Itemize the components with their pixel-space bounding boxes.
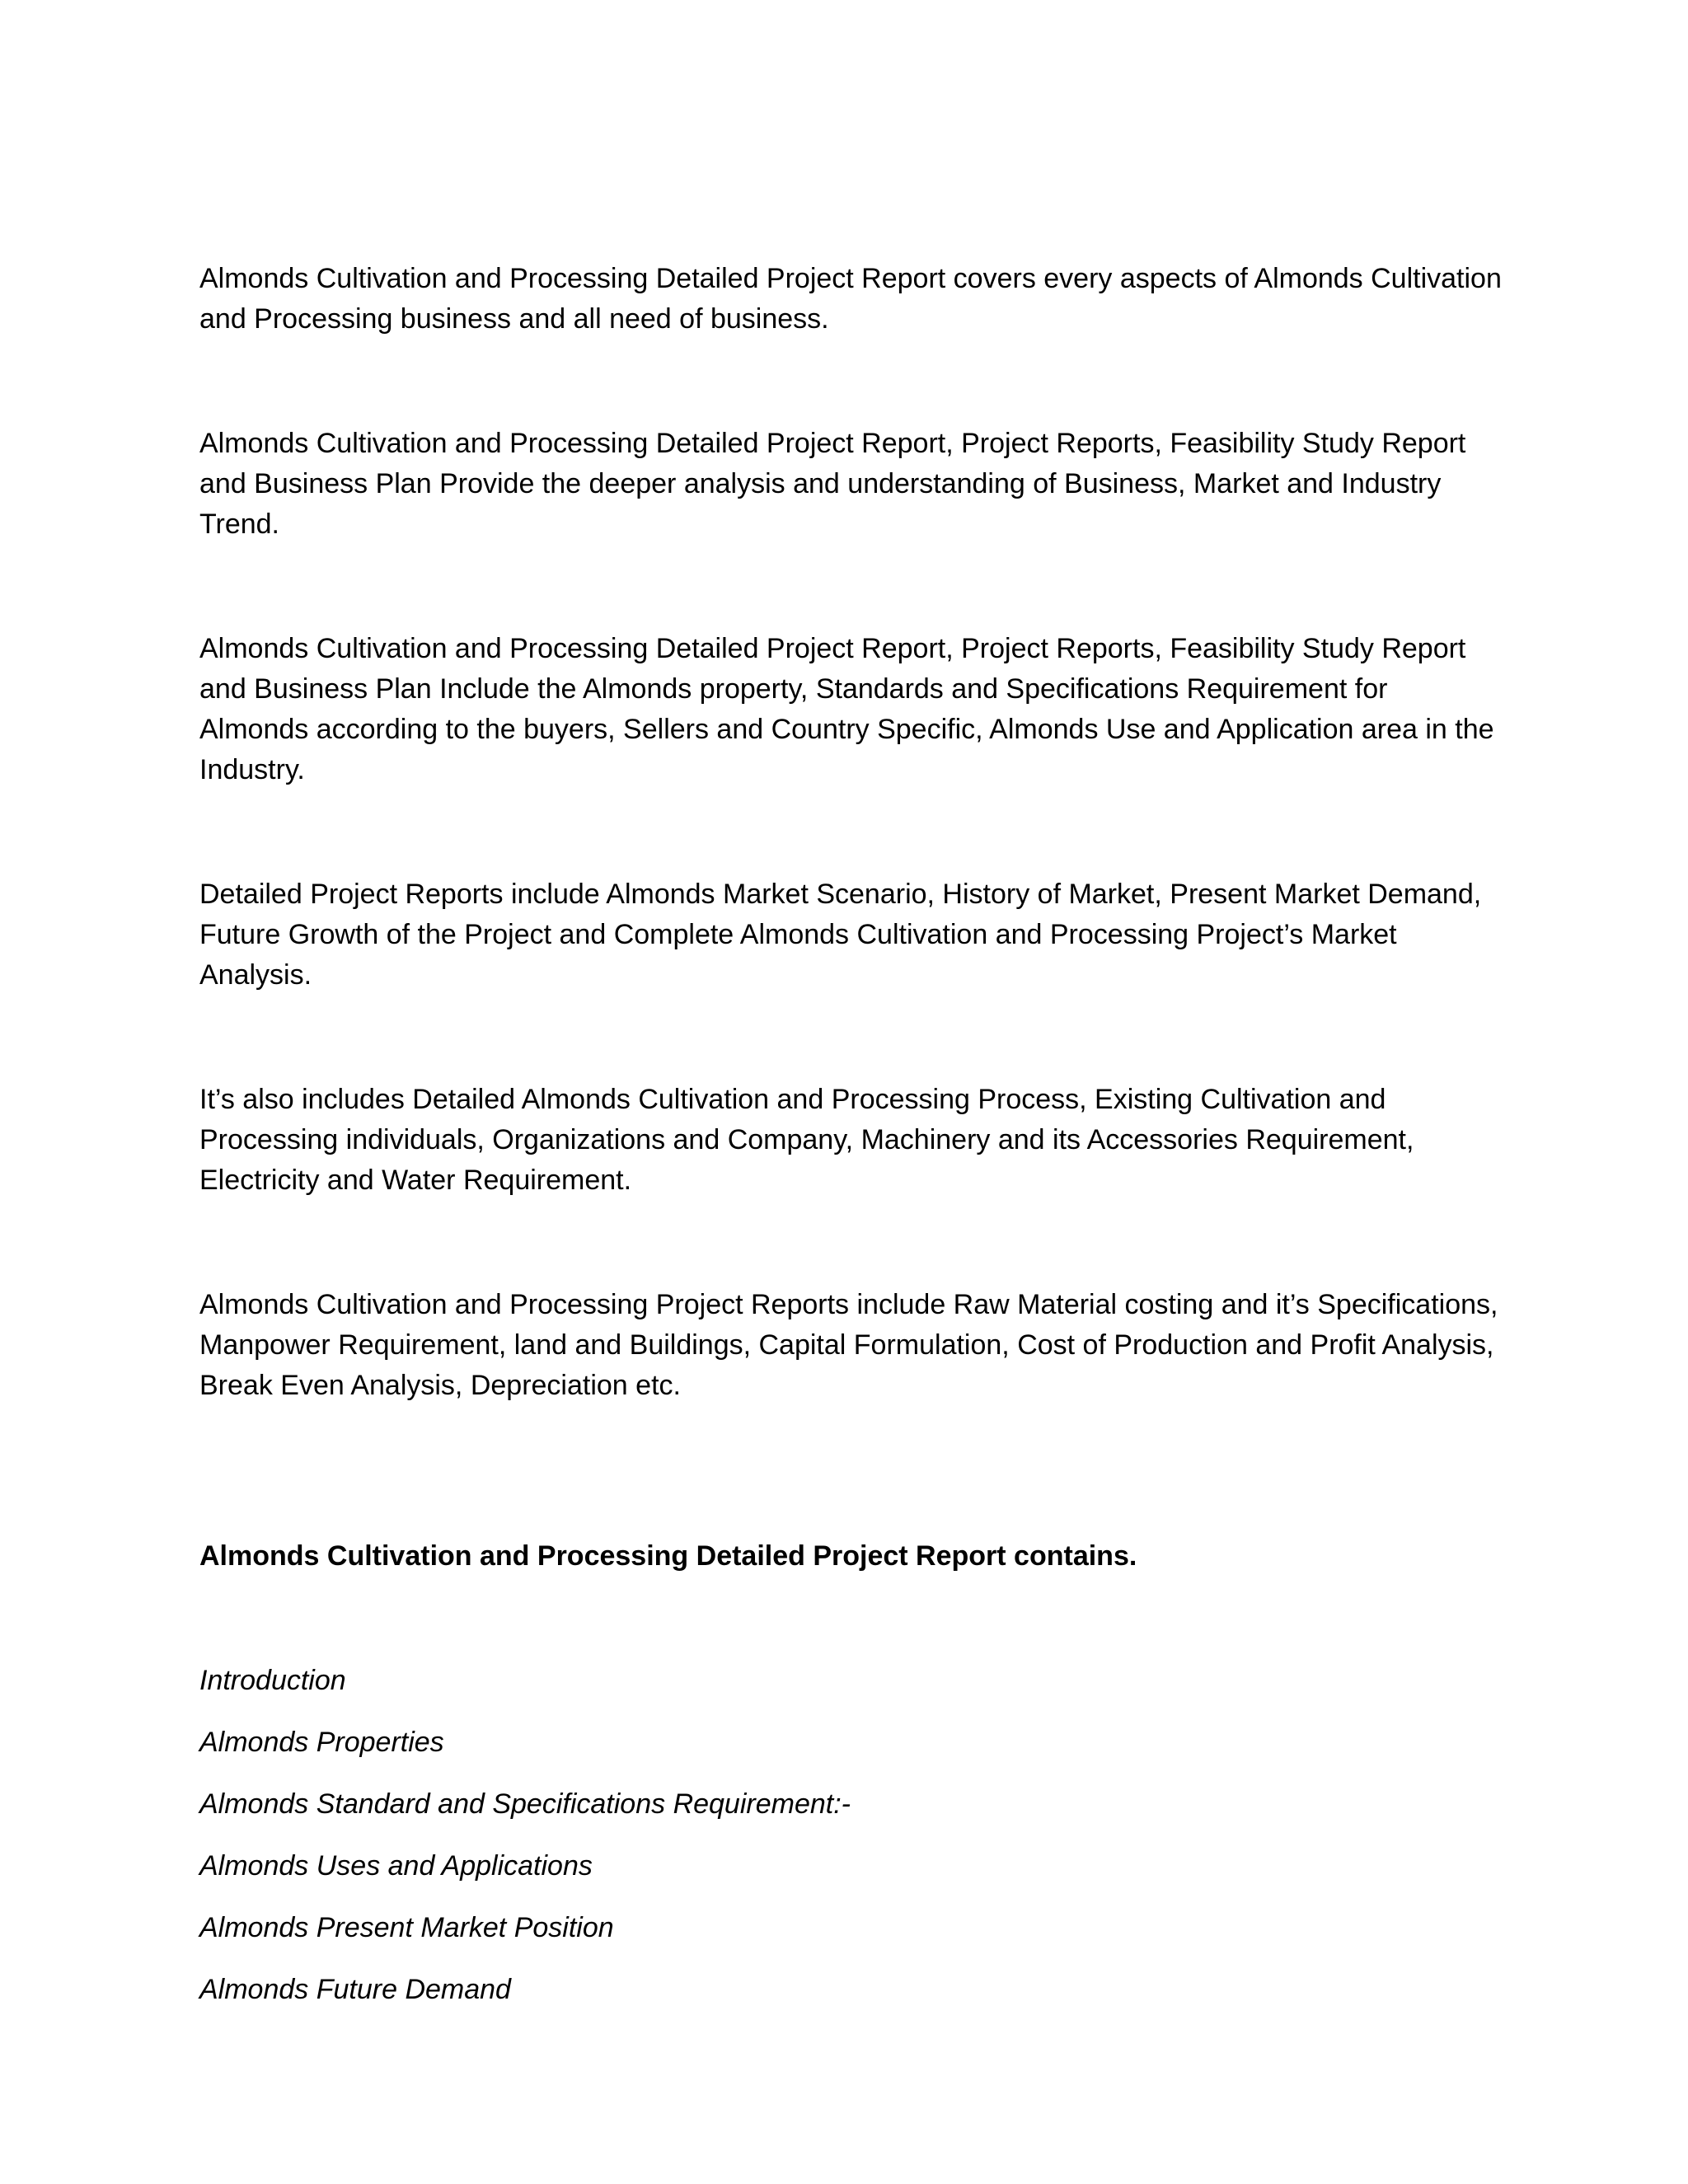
paragraph-costing: Almonds Cultivation and Processing Project Reports include Raw Material costing and it’s Specifications, Manpower Requirement, land and Buildings, Capital Formulation, Cost of Production and Profit Analysis, Break Even Analysis, Depreciation etc. (199, 1289, 1498, 1401)
paragraph-overview: Almonds Cultivation and Processing Detailed Project Report covers every aspects of Almonds Cultivation and Processing business and all need of business. (199, 263, 1502, 335)
paragraph-analysis: Almonds Cultivation and Processing Detailed Project Report, Project Reports, Feasibility Study Report and Business Plan Provide the deeper analysis and understanding of Business, Market and Industry Trend. (199, 428, 1466, 540)
contents-list (199, 1661, 1502, 2010)
list-item: Almonds Future Demand (199, 1974, 511, 2005)
paragraph-process: It’s also includes Detailed Almonds Cultivation and Processing Process, Existing Cultivation and Processing individuals, Organizations and Company, Machinery and its Accessories Requirement, Electricity and Water Requirement. (199, 1084, 1414, 1196)
contents-heading: Almonds Cultivation and Processing Detailed Project Report contains. (199, 1540, 1137, 1572)
list-item: Almonds Uses and Applications (199, 1850, 593, 1882)
document-page (199, 259, 1502, 2032)
list-item: Introduction (199, 1665, 346, 1696)
list-item: Almonds Present Market Position (199, 1912, 614, 1943)
list-item: Almonds Standard and Specifications Requirement:- (199, 1788, 851, 1820)
paragraph-market: Detailed Project Reports include Almonds Market Scenario, History of Market, Present Market Demand, Future Growth of the Project and Complete Almonds Cultivation and Processing Project’s Market Analysis. (199, 879, 1482, 991)
paragraph-specifications: Almonds Cultivation and Processing Detailed Project Report, Project Reports, Feasibility Study Report and Business Plan Include the Almonds property, Standards and Specifications Requirement for Almonds according to the buyers, Sellers and Country Specific, Almonds Use and Application area in the Industry. (199, 633, 1494, 785)
list-item: Almonds Properties (199, 1727, 444, 1758)
